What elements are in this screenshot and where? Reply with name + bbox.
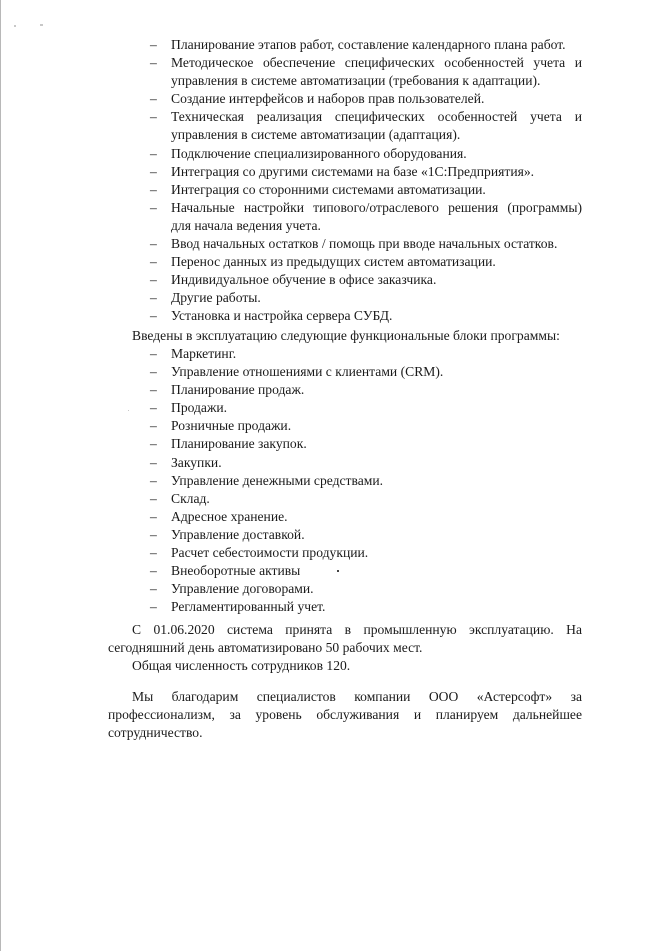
list-item: – Управление денежными средствами.	[150, 472, 582, 490]
list-item: – Закупки.	[150, 454, 582, 472]
list-item: – Методическое обеспечение специфических особенностей учета и управления в системе автоматизации (требования к адаптации).	[150, 55, 582, 89]
list-item: – Планирование закупок.	[150, 435, 582, 453]
dash-bullet: –	[150, 91, 157, 107]
dash-bullet: –	[150, 290, 157, 306]
list-item: – Ввод начальных остатков / помощь при вводе начальных остатков.	[150, 235, 582, 253]
blocks-list	[150, 345, 582, 616]
dash-bullet: –	[150, 418, 157, 434]
dash-bullet: –	[150, 109, 157, 125]
dash-bullet: –	[150, 490, 157, 506]
dash-bullet: –	[150, 526, 157, 542]
list-item: – Индивидуальное обучение в офисе заказчика.	[150, 271, 582, 289]
list-item: – Интеграция со сторонними системами автоматизации.	[150, 181, 582, 199]
list-item: – Интеграция со другими системами на базе «1С:Предприятия».	[150, 163, 582, 181]
list-item: – Перенос данных из предыдущих систем автоматизации.	[150, 253, 582, 271]
list-item: – Установка и настройка сервера СУБД.	[150, 307, 582, 325]
dash-bullet: –	[150, 599, 157, 615]
works-list	[150, 36, 582, 326]
list-item: – Создание интерфейсов и наборов прав пользователей.	[150, 90, 582, 108]
scan-speck	[128, 410, 129, 411]
blocks-intro: Введены в эксплуатацию следующие функциональные блоки программы:	[132, 328, 560, 343]
scan-speck	[337, 570, 339, 572]
dash-bullet: –	[150, 545, 157, 561]
list-item: – Маркетинг.	[150, 345, 582, 363]
list-item: – Управление доставкой.	[150, 526, 582, 544]
dash-bullet: –	[150, 272, 157, 288]
dash-bullet: –	[150, 346, 157, 361]
dash-bullet: –	[150, 163, 157, 179]
scan-speck	[40, 24, 43, 26]
list-item: – Другие работы.	[150, 289, 582, 307]
dash-bullet: –	[150, 563, 157, 579]
dash-bullet: –	[150, 581, 157, 597]
dash-bullet: –	[150, 181, 157, 197]
dash-bullet: –	[150, 454, 157, 470]
dash-bullet: –	[150, 400, 157, 416]
list-item: – Планирование этапов работ, составление календарного плана работ.	[150, 36, 582, 54]
list-item: – Розничные продажи.	[150, 417, 582, 435]
list-item: – Внеоборотные активы	[150, 562, 582, 580]
list-item: – Техническая реализация специфических особенностей учета и управления в системе автоматизации (адаптация).	[150, 109, 582, 143]
dash-bullet: –	[150, 382, 157, 398]
employees-paragraph: Общая численность сотрудников 120.	[132, 658, 351, 673]
commissioning-paragraph: С 01.06.2020 система принята в промышленную эксплуатацию. На сегодняшний день автоматизировано 50 рабочих мест.	[108, 622, 582, 656]
dash-bullet: –	[150, 254, 157, 270]
dash-bullet: –	[150, 508, 157, 524]
list-item: – Регламентированный учет.	[150, 598, 582, 616]
dash-bullet: –	[150, 436, 157, 452]
dash-bullet: –	[150, 55, 157, 71]
dash-bullet: –	[150, 308, 157, 324]
dash-bullet: –	[150, 145, 157, 161]
page-edge	[0, 0, 1, 951]
list-item: – Расчет себестоимости продукции.	[150, 544, 582, 562]
list-item: – Планирование продаж.	[150, 381, 582, 399]
list-item: – Подключение специализированного оборудования.	[150, 145, 582, 163]
dash-bullet: –	[150, 236, 157, 252]
dash-bullet: –	[150, 364, 157, 380]
dash-bullet: –	[150, 472, 157, 488]
list-item: – Склад.	[150, 490, 582, 508]
list-item: – Продажи.	[150, 399, 582, 417]
list-item: – Начальные настройки типового/отраслевого решения (программы) для начала ведения учета.	[150, 199, 582, 233]
dash-bullet: –	[150, 199, 157, 215]
scan-speck	[14, 25, 16, 27]
list-item: – Адресное хранение.	[150, 508, 582, 526]
dash-bullet: –	[150, 37, 157, 52]
list-item: – Управление договорами.	[150, 580, 582, 598]
list-item: – Управление отношениями с клиентами (CRM).	[150, 363, 582, 381]
thanks-paragraph: Мы благодарим специалистов компании ООО «Астерсофт» за профессионализм, за уровень обслуживания и планируем дальнейшее сотрудничество.	[108, 689, 582, 741]
